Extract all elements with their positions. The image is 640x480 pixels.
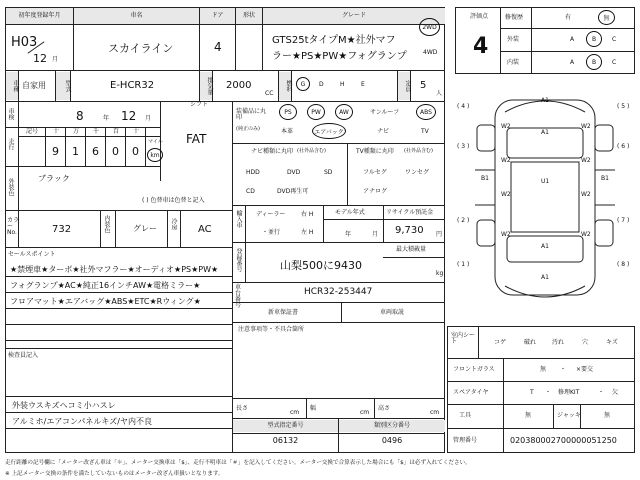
vehicle-type-label: 車種 (6, 72, 18, 100)
registration-label: 登録番号 (235, 248, 242, 272)
diagram-label-a1-trunk: A1 (541, 243, 549, 250)
equip-navi: ナビ (377, 128, 390, 135)
windshield-none: 無 (540, 366, 547, 373)
equip-pw: PW (311, 108, 321, 116)
diagram-label-w2-1: W2 (501, 123, 511, 130)
car-damage-diagram (455, 80, 635, 320)
repair-no-circle (598, 10, 615, 25)
sales-point-label: セールスポイント (8, 251, 56, 258)
interior-color: グレー (133, 224, 157, 233)
grade-line-1: GTS25tタイプM★社外マフ (272, 35, 396, 46)
nav-dvd-play: DVD再生可 (277, 188, 309, 195)
nav-hdd: HDD (246, 169, 260, 176)
corner-mark-5: ( 5 ) (617, 103, 630, 110)
import-left: 左 H (301, 229, 314, 236)
nav-type-label: ナビ種類に丸印 (251, 148, 294, 155)
corner-mark-7: ( 7 ) (617, 217, 630, 224)
fuel-h: H (340, 81, 345, 88)
nav-cd: CD (246, 188, 255, 195)
car-name: スカイライン (108, 42, 174, 55)
class-number-label: 類別区分番号 (339, 420, 445, 432)
diagram-label-w2-4: W2 (581, 157, 591, 164)
inspection-year: 8 (76, 109, 84, 123)
first-reg-month-unit: 月 (52, 56, 59, 63)
diagram-label-w2-7: W2 (501, 231, 511, 238)
exterior-grade-a: A (570, 36, 575, 43)
equip-ps: PS (284, 108, 292, 116)
corner-mark-1: ( 1 ) (457, 261, 470, 268)
diagram-label-w2-2: W2 (581, 123, 591, 130)
mileage-header-1: 十 (53, 128, 60, 135)
inspection-label: 車検 (7, 108, 14, 120)
exterior-grade-label: 外装 (507, 36, 520, 43)
interior-grade-b-circle (586, 54, 602, 70)
spare-dot-1: ・ (545, 389, 552, 396)
diagram-label-a1-hood: A1 (541, 129, 549, 136)
tv-fullseg: フルセグ (363, 169, 387, 176)
drive-2wd-circle (419, 18, 440, 36)
capacity-value: 5 (420, 80, 427, 91)
fuel-d: D (319, 81, 324, 88)
color-value: ブラック (38, 174, 70, 183)
equip-leather: 本革 (281, 128, 294, 135)
nav-sd: SD (324, 169, 333, 176)
mileage-header-3: 千 (93, 128, 100, 135)
type-designation-no: 06132 (272, 436, 299, 445)
diagram-label-w2-5: W2 (501, 191, 511, 198)
vehicle-use: 自家用 (22, 81, 46, 90)
corner-mark-3: ( 3 ) (457, 143, 470, 150)
jack-value: 無 (604, 412, 611, 419)
recycle-value: 9,730 (395, 225, 424, 236)
diagram-label-w2-8: W2 (581, 231, 591, 238)
first-reg-month: 12 (33, 52, 47, 65)
exterior-grade-c: C (612, 36, 617, 43)
mileage-header-2: 万 (73, 128, 80, 135)
equip-sunroof: サンルーフ (370, 109, 400, 116)
mgmt-number: 020380002700000051250 (510, 436, 617, 445)
fuel-label: 燃料 (279, 72, 291, 100)
person-unit: 人 (436, 90, 443, 97)
fuel-g: G (300, 80, 306, 88)
corner-mark-4: ( 4 ) (457, 103, 470, 110)
spare-label: スペアタイヤ (453, 389, 489, 396)
max-load-kg: kg (436, 270, 444, 277)
repair-label: 修復歴 (505, 14, 524, 21)
shift-value: FAT (186, 132, 207, 146)
km-circle (147, 148, 163, 162)
shift-label: シフト (190, 101, 209, 108)
interior-grade-label: 内装 (507, 59, 520, 66)
jack-label: ジャッキ (557, 412, 581, 419)
sales-point-line-3: フロアマット★エアバッグ★ABS★ETC★Rウィング★ (10, 297, 201, 306)
spare-missing: 欠 (612, 389, 619, 396)
tools-label: 工具 (459, 412, 472, 419)
fuel-g-circle (296, 77, 310, 91)
diagram-label-a1-front: A1 (541, 97, 549, 104)
interior-grade-b: B (591, 58, 597, 66)
interior-color-label: 内装色 (103, 215, 110, 233)
mile-label: マイル (148, 139, 163, 145)
inspector-label: 検査員記入 (8, 352, 39, 359)
displacement-value: 2000 (226, 80, 252, 91)
windshield-replace: ×要交 (576, 366, 594, 373)
km-label: km (150, 151, 160, 159)
inspector-line-1: 外装ウスキズヘコミ小ハスレ (12, 401, 116, 410)
length-label: 長さ (236, 405, 249, 412)
nav-type-note: (社外品含む) (297, 148, 326, 154)
diagram-label-w2-3: W2 (501, 157, 511, 164)
recycle-label: リサイクル預託金 (386, 209, 434, 216)
mgmt-label: 管理番号 (453, 437, 478, 444)
tv-oneseg: ワンセグ (405, 169, 430, 176)
diagram-label-b1-right: B1 (601, 175, 609, 182)
capacity-label: 定員 (398, 72, 410, 100)
sales-point-line-1: ★禁煙車★ターボ★社外マフラー★オーディオ★PS★PW★ (10, 265, 219, 274)
equipment-note: (純正のみ) (236, 126, 260, 132)
import-dealer: ディーラー (256, 211, 286, 218)
spare-dot-2: ・ (598, 389, 605, 396)
mileage-header-symbol: 記号 (26, 128, 39, 135)
seat-burn: コゲ (494, 339, 507, 346)
grade-line-2: ラー★PS★PW★フォグランプ (272, 51, 407, 62)
shape-label: 形状 (236, 8, 262, 24)
equip-tv: TV (421, 128, 429, 135)
model-label: 型式 (56, 72, 70, 100)
nav-dvd: DVD (287, 169, 301, 176)
equip-aw: AW (339, 108, 349, 116)
windshield-dot: ・ (560, 366, 567, 373)
chassis-label: 車台番号 (235, 284, 242, 309)
import-label: 輸入車 (235, 210, 242, 228)
seat-stain: 汚れ (552, 339, 565, 346)
doors-value: 4 (214, 40, 222, 54)
max-load-label: 最大積載量 (396, 246, 427, 253)
spare-kit: 修理KIT (558, 389, 580, 396)
ac-value: AC (198, 224, 212, 235)
model-year-label: モデル年式 (335, 209, 365, 216)
recycle-yen: 円 (436, 231, 443, 238)
inspection-month: 12 (121, 109, 137, 123)
type-designation-label: 型式指定番号 (233, 420, 338, 432)
width-label: 幅 (310, 405, 317, 412)
repair-no: 無 (603, 15, 610, 22)
height-cm: cm (430, 409, 440, 416)
corner-mark-6: ( 6 ) (617, 143, 630, 150)
spare-t: T (530, 389, 534, 396)
displacement-label: 排気量 (200, 72, 212, 100)
color-note: ( ) 色替車は色替と記入 (142, 197, 205, 204)
seat-label: 室内シート (451, 332, 476, 345)
windshield-label: フロントガラス (453, 366, 495, 373)
length-cm: cm (290, 409, 300, 416)
mileage-header-5: 十 (133, 128, 140, 135)
chassis-number: HCR32-253447 (304, 287, 373, 297)
mileage-digit-5: 0 (132, 145, 139, 158)
equip-aw-circle (335, 104, 353, 120)
color-no: 732 (52, 224, 72, 235)
score-value: 4 (473, 34, 489, 59)
repair-yes: 有 (565, 14, 572, 21)
mileage-label: 走行 (7, 138, 14, 150)
height-label: 高さ (378, 405, 391, 412)
car-name-label: 車名 (74, 8, 199, 24)
seat-scratch: キズ (606, 339, 618, 346)
ac-label: 冷房 (170, 218, 177, 230)
drive-2wd: 2WD (422, 23, 437, 31)
drive-4wd: 4WD (423, 49, 438, 56)
equipment-label: 装備品に丸印 (236, 108, 267, 121)
mileage-header-4: 百 (113, 128, 120, 135)
cc-unit: CC (265, 90, 274, 97)
inspection-year-unit: 年 (103, 115, 110, 122)
exterior-grade-b: B (591, 35, 597, 43)
mileage-digit-4: 0 (112, 145, 119, 158)
class-number: 0496 (381, 436, 403, 445)
equip-airbag-circle (312, 123, 346, 139)
warranty-label: 新車保証書 (268, 309, 299, 316)
equip-abs: ABS (420, 108, 432, 116)
color-label: 外装色 (7, 178, 14, 196)
equip-airbag: エアバック (314, 128, 344, 136)
footer-note-1: 走行距離の記号欄に「メーター改ざん車は「＊」、メーター交換車は「$」、走行不明車は「＃」を記入してください。メーター交換で合算表示した場合にも「$」は必ず入れてください。 (5, 460, 471, 466)
interior-grade-c: C (612, 59, 617, 66)
import-right: 右 H (301, 211, 314, 218)
corner-mark-2: ( 2 ) (457, 217, 470, 224)
diagram-label-b1-left: B1 (481, 175, 489, 182)
equip-abs-circle (416, 104, 436, 120)
tv-type-label: TV種類に丸印 (356, 148, 394, 155)
doors-label: ドア (200, 8, 235, 24)
color-no-label: カラー No. (7, 217, 20, 236)
inspector-line-2: アルミホ/エアコンパネルキズ/ヤ内不良 (12, 417, 152, 426)
manual-label: 車両取説 (380, 309, 405, 316)
seat-tear: 破れ (524, 339, 537, 346)
first-reg-era: H03 (11, 35, 38, 50)
model-month-unit: 月 (372, 231, 379, 238)
tools-value: 無 (525, 412, 532, 419)
diagram-label-a1-rear: A1 (541, 274, 549, 281)
mileage-digit-1: 9 (52, 145, 59, 158)
inspection-month-unit: 月 (145, 115, 152, 122)
fuel-e: E (361, 81, 365, 88)
diagram-label-u1: U1 (541, 178, 550, 185)
first-reg-label: 初年度登録年月 (6, 8, 73, 24)
tv-analog: アナログ (363, 188, 388, 195)
grade-label: グレード (263, 8, 445, 24)
diagram-label-w2-6: W2 (581, 191, 591, 198)
exterior-grade-b-circle (586, 31, 602, 47)
interior-grade-a: A (570, 59, 575, 66)
caution-label: 注意事項等・不具合箇所 (238, 326, 305, 333)
width-cm: cm (360, 409, 370, 416)
mileage-digit-3: 6 (92, 145, 99, 158)
footer-note-2: ※ 上記メーター交換の条件を満たしていないものはメーター改ざん車扱いとなります。 (5, 471, 224, 477)
corner-mark-8: ( 8 ) (617, 261, 630, 268)
mileage-digit-2: 1 (72, 145, 79, 158)
equip-pw-circle (307, 104, 325, 120)
model-year-unit: 年 (345, 231, 352, 238)
seat-hole: 穴 (582, 339, 589, 346)
score-label: 評価点 (470, 13, 489, 20)
import-parallel: ・並行 (262, 229, 281, 236)
tv-type-note: (社外品含む) (404, 148, 433, 154)
sales-point-line-2: フォグランプ★AC★純正16インチAW★電格ミラー★ (10, 281, 201, 290)
equip-ps-circle (279, 104, 297, 120)
registration-number: 山梨500に9430 (280, 259, 362, 272)
model-value: E-HCR32 (110, 80, 155, 91)
